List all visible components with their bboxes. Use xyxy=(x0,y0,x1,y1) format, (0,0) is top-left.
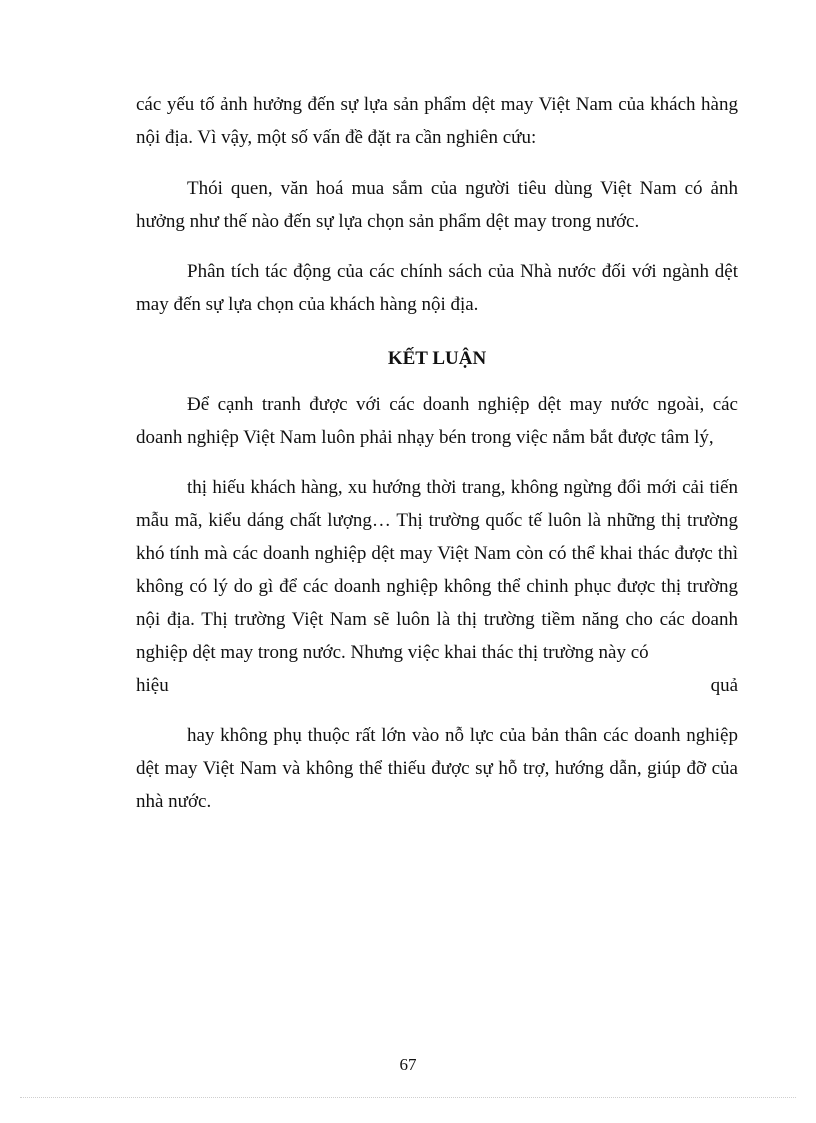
section-heading-conclusion: KẾT LUẬN xyxy=(387,348,487,369)
split-line-left: hiệu xyxy=(136,675,169,696)
paragraph-conclusion-2: thị hiếu khách hàng, xu hướng thời trang, không ngừng đổi mới cải tiến mẫu mã, kiểu dáng chất lượng… Thị trường quốc tế luôn là những thị trường khó tính mà các doanh nghiệp dệt may Việt Nam còn có thể khai thác được thì không có lý do gì để các doanh nghiệp không thể chinh phục được thị trường nội địa. Thị trường Việt Nam sẽ luôn là thị trường tiềm năng cho các doanh nghiệp dệt may trong nước. Nhưng việc khai thác thị trường này có xyxy=(136,477,738,663)
paragraph-intro-continuation: các yếu tố ảnh hưởng đến sự lựa sản phẩm dệt may Việt Nam của khách hàng nội địa. Vì vậy, một số vấn đề đặt ra cần nghiên cứu: xyxy=(136,94,738,148)
split-line-right: quả xyxy=(710,675,738,696)
paragraph-conclusion-1: Để cạnh tranh được với các doanh nghiệp dệt may nước ngoài, các doanh nghiệp Việt Nam luôn phải nhạy bén trong việc nắm bắt được tâm lý, xyxy=(136,394,738,448)
paragraph-shopping-habits: Thói quen, văn hoá mua sắm của người tiêu dùng Việt Nam có ảnh hưởng như thế nào đến sự lựa chọn sản phẩm dệt may trong nước. xyxy=(136,178,738,232)
paragraph-policy-impact: Phân tích tác động của các chính sách của Nhà nước đối với ngành dệt may đến sự lựa chọn của khách hàng nội địa. xyxy=(136,261,738,315)
split-line xyxy=(136,669,738,702)
paragraph-conclusion-3: hay không phụ thuộc rất lớn vào nỗ lực của bản thân các doanh nghiệp dệt may Việt Nam và không thể thiếu được sự hỗ trợ, hướng dẫn, giúp đỡ của nhà nước. xyxy=(136,725,738,812)
page-bottom-divider xyxy=(20,1097,796,1098)
page-number: 67 xyxy=(399,1055,417,1074)
